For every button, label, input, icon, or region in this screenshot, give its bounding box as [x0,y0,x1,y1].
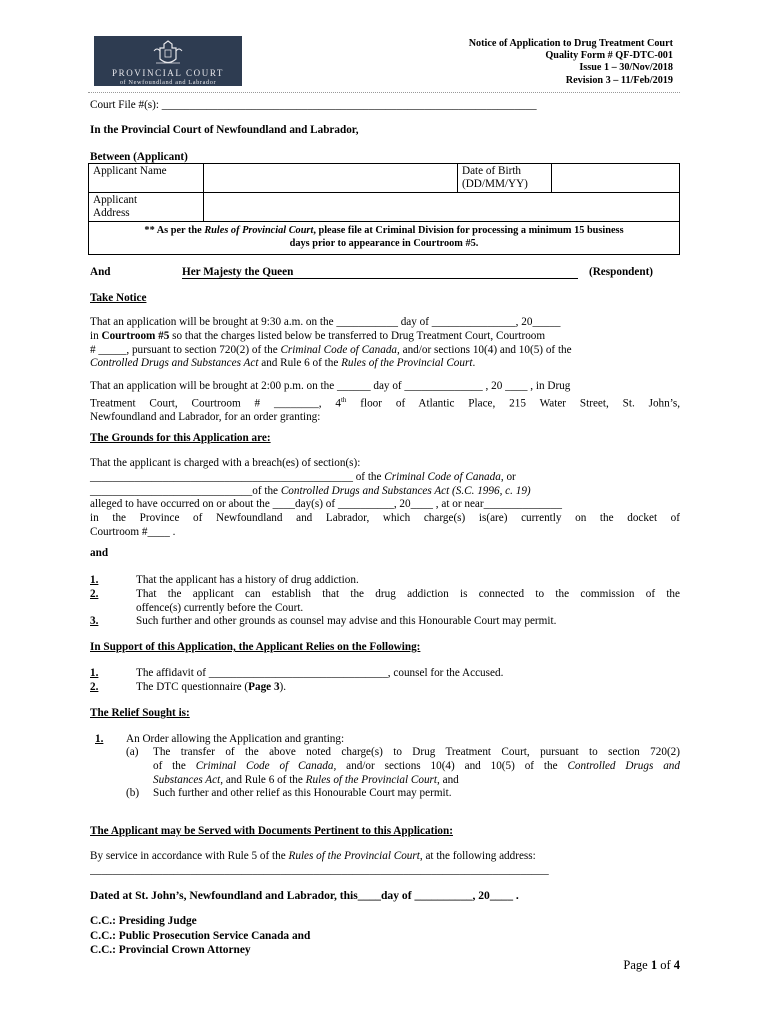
applicant-name-field[interactable] [204,164,458,193]
relief-b-label: (b) [126,787,140,799]
form-revision: Revision 3 – 11/Feb/2019 [565,74,673,86]
and-label: And [90,266,111,278]
coat-of-arms-icon [150,39,186,67]
cc-list [90,914,680,958]
logo-title: PROVINCIAL COURT [112,68,224,78]
support-item-1: The affidavit of ________________________________, counsel for the Accused. [136,667,504,679]
applicant-name-label: Applicant Name [89,164,204,193]
respondent-label: (Respondent) [589,266,654,278]
court-file-field[interactable]: Court File #(s): ___________________________________________________________________ [90,99,537,111]
form-title: Notice of Application to Drug Treatment Court [468,38,673,49]
support-number-2: 2. [90,681,99,693]
ground-item-1: That the applicant has a history of drug addiction. [136,574,359,586]
ground-number-2: 2. [90,588,99,600]
relief-a-text: The transfer of the above noted charge(s) to Drug Treatment Court, pursuant to section 720(2) of the Criminal Code of Canada, and/or sections 10(4) and 10(5) of the Controlled Drugs and Substances Act, and Rule 6 of the Rules of the Provincial Court, and [153,746,680,786]
relief-a-label: (a) [126,746,139,758]
respondent-name: Her Majesty the Queen [182,266,578,279]
ground-number-3: 3. [90,615,99,627]
form-issue: Issue 1 – 30/Nov/2018 [579,62,673,74]
grounds-heading: The Grounds for this Application are: [90,432,271,444]
dated-line: Dated at St. John’s, Newfoundland and Labrador, this____day of __________, 20____ . [90,889,519,902]
form-number: Quality Form # QF-DTC-001 [545,50,673,62]
dob-field[interactable] [552,164,680,193]
court-name: In the Provincial Court of Newfoundland and Labrador, [90,124,359,136]
ground-item-2: That the applicant can establish that the drug addiction is connected to the commission of the offence(s) currently before the Court. [136,588,680,614]
served-heading: The Applicant may be Served with Documents Pertinent to this Application: [90,825,453,837]
cc-item: C.C.: Provincial Crown Attorney [90,944,251,956]
relief-number-1: 1. [95,733,104,745]
support-item-2: The DTC questionnaire (Page 3). [136,681,287,693]
cc-item: C.C.: Public Prosecution Service Canada and [90,929,311,942]
relief-intro: An Order allowing the Application and granting: [126,733,345,745]
page-number: Page 1 of 4 [623,958,680,972]
form-header [469,38,673,87]
ground-item-3: Such further and other grounds as counsel may advise and this Honourable Court may permit. [136,615,557,627]
take-notice-heading: Take Notice [90,292,147,304]
applicant-table [88,163,680,255]
application-paragraph-2: That an application will be brought at 2:00 p.m. on the ______ day of ______________ , 20 ____ , in Drug Treatment Court, Courtroom # ________, 4th floor of Atlantic Place, 215 Water Street, St. John’s, Newfoundland and Labrador, for an order granting: [90,380,680,424]
applicant-address-field[interactable] [204,193,680,222]
support-number-1: 1. [90,667,99,679]
support-heading: In Support of this Application, the Applicant Relies on the Following: [90,641,421,653]
dob-label: Date of Birth (DD/MM/YY) [458,164,552,193]
served-text: By service in accordance with Rule 5 of the Rules of the Provincial Court, at the following address: [90,850,536,862]
grounds-text: That the applicant is charged with a breach(es) of section(s): _______________________________________________ of the Criminal Code of Canada, or _____________________________of the Controlled Drugs and Substances Act (S.C. 1996, c. 19) alleged to have occurred on or about the ____day(s) of __________, 20____ , at or near______________ in the Province of Newfoundland and Labrador, which charge(s) is(are) currently on the docket of Courtroom #____ . [90,457,680,538]
cc-item: C.C.: Presiding Judge [90,915,197,927]
applicant-address-label: Applicant Address [89,193,204,222]
service-address-field[interactable]: __________________________________________________________________________________ [90,864,549,876]
logo-subtitle: of Newfoundland and Labrador [119,79,217,86]
application-paragraph-1: That an application will be brought at 9:30 a.m. on the ___________ day of _______________, 20_____ in Courtroom #5 so that the charges listed below be transferred to Drug Treatment Court, Courtroom # _____, pursuant to section 720(2) of the Criminal Code of Canada, and/or sections 10(4) and 10(5) of the Controlled Drugs and Substances Act and Rule 6 of the Rules of the Provincial Court. [90,316,572,370]
relief-heading: The Relief Sought is: [90,707,190,719]
provincial-court-logo [94,36,242,86]
relief-b-text: Such further and other relief as this Honourable Court may permit. [153,787,452,799]
header-divider [88,92,680,93]
ground-number-1: 1. [90,574,99,586]
and-connector: and [90,547,109,559]
between-label: Between (Applicant) [90,151,188,163]
filing-note: ** As per the Rules of Provincial Court, please file at Criminal Division for processing a minimum 15 business days prior to appearance in Courtroom #5. [89,222,680,255]
